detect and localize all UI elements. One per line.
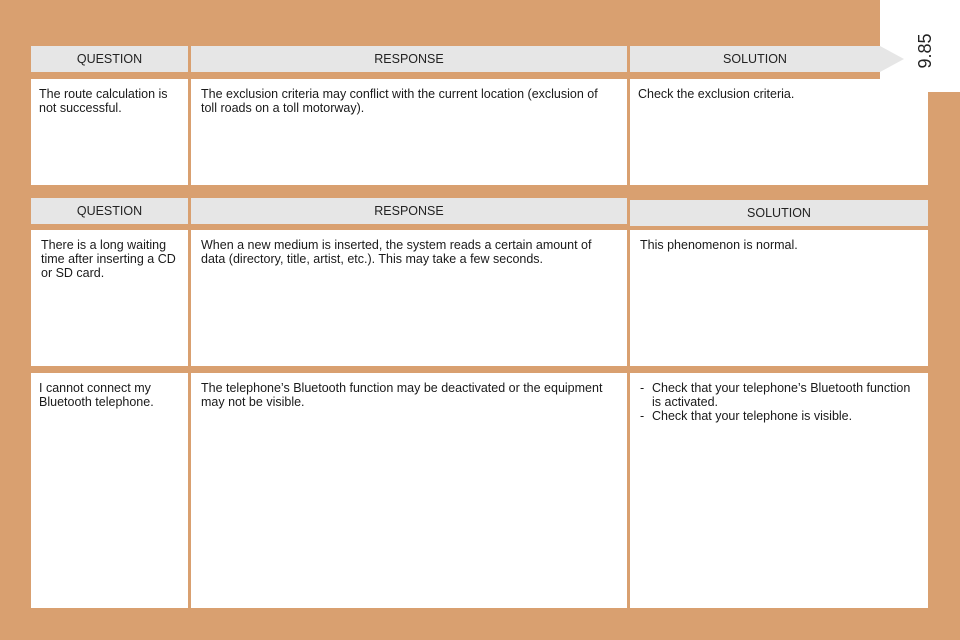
header-response: RESPONSE: [191, 198, 627, 224]
response-cell: When a new medium is inserted, the system reads a certain amount of data (directory, title, artist, etc.). This may take a few seconds.: [191, 230, 627, 366]
header-solution: SOLUTION: [630, 46, 880, 72]
page-number: 9.85: [915, 33, 935, 69]
response-cell: The exclusion criteria may conflict with the current location (exclusion of toll roads on a toll motorway).: [191, 79, 627, 185]
question-cell: The route calculation is not successful.: [31, 79, 188, 185]
solution-list-item: - Check that your telephone is visible.: [640, 409, 920, 423]
solution-cell: [630, 79, 928, 185]
solution-list-item: - Check that your telephone’s Bluetooth function is activated.: [640, 381, 920, 409]
header-response: RESPONSE: [191, 46, 627, 72]
solution-text: This phenomenon is normal.: [640, 238, 798, 252]
solution-cell: [630, 373, 928, 608]
solution-cell: [630, 230, 928, 366]
response-cell: The telephone’s Bluetooth function may be deactivated or the equipment may not be visible.: [191, 373, 627, 608]
header-solution: SOLUTION: [630, 200, 928, 226]
question-cell: I cannot connect my Bluetooth telephone.: [31, 373, 188, 608]
question-cell: There is a long waiting time after inserting a CD or SD card.: [31, 230, 188, 366]
header-question: QUESTION: [31, 198, 188, 224]
header-arrow-tip: [880, 46, 904, 72]
header-question: QUESTION: [31, 46, 188, 72]
solution-text: Check the exclusion criteria.: [638, 87, 795, 101]
solution-list: [640, 381, 920, 423]
